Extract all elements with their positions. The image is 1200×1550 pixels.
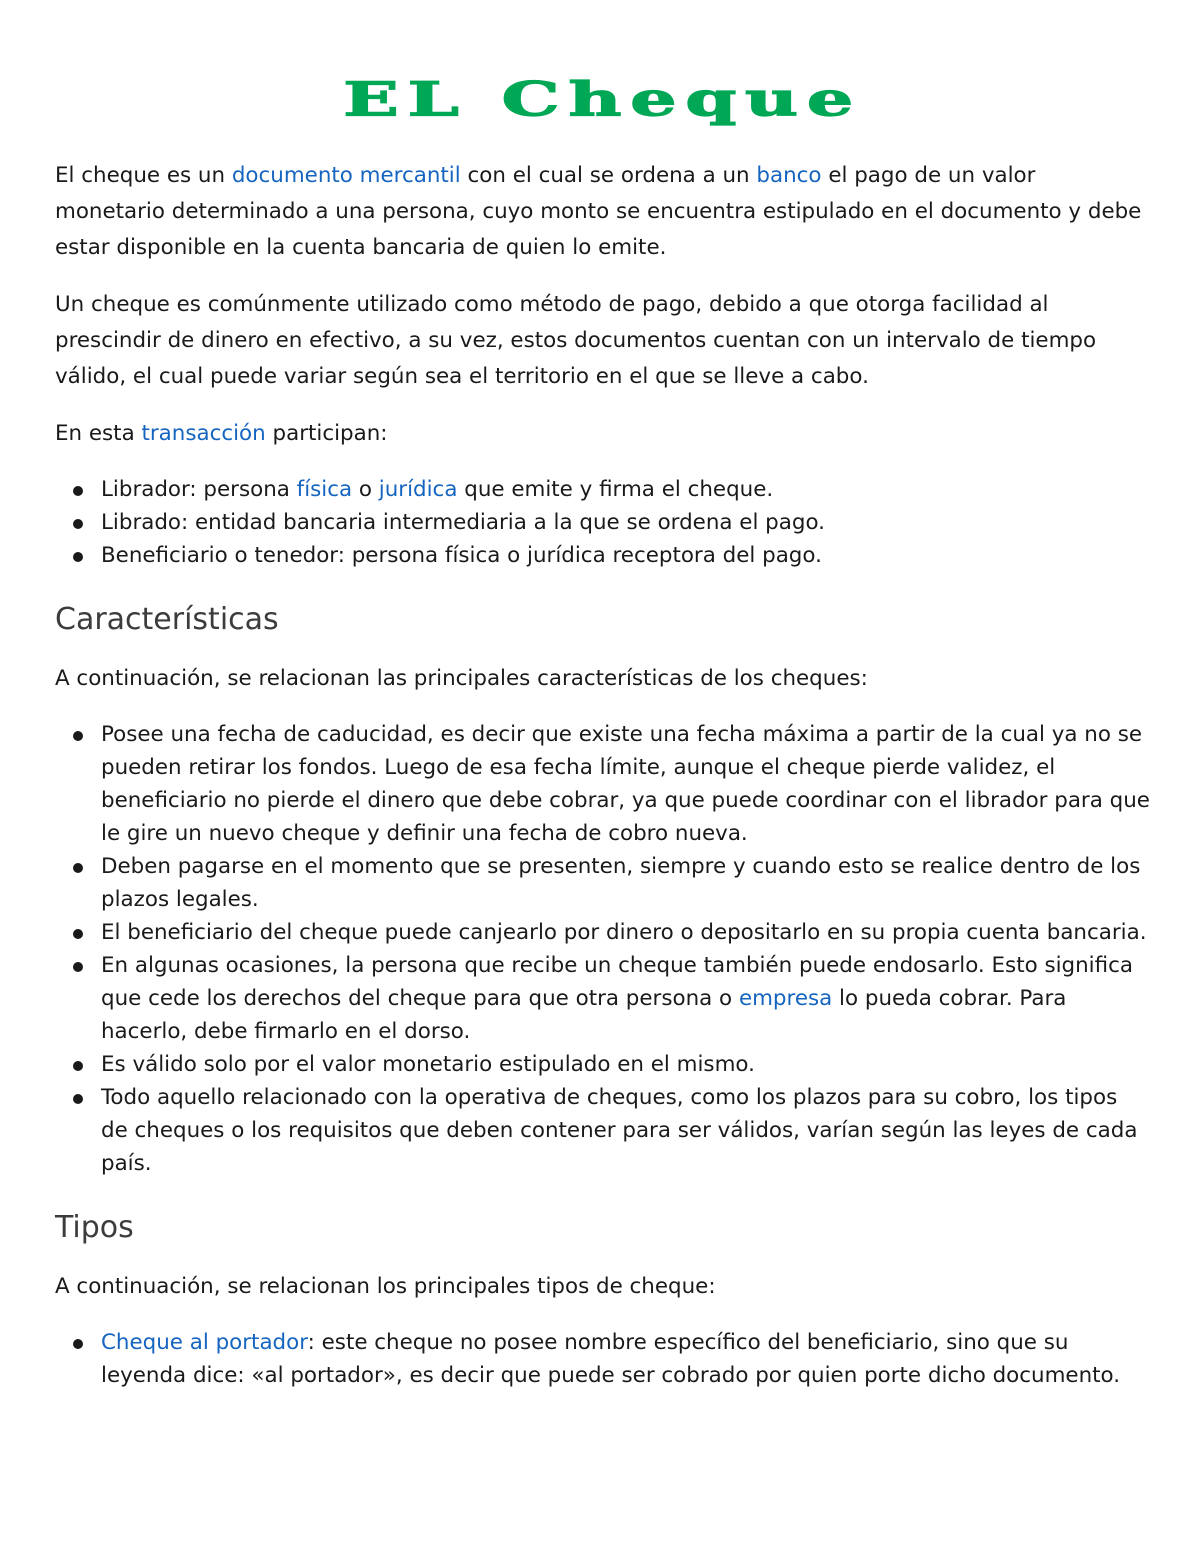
beneficiario-text: Beneficiario o tenedor: persona física o jurídica receptora del pago.: [101, 543, 822, 568]
link-fisica[interactable]: física: [296, 477, 353, 502]
characteristics-list: [55, 718, 1150, 1180]
characteristic-text: Es válido solo por el valor monetario estipulado en el mismo.: [101, 1052, 755, 1077]
endoso-text-1: En algunas ocasiones, la persona que recibe un cheque también puede endosarlo. Esto significa que cede los derechos del cheque para que otra persona o: [101, 953, 1133, 1011]
types-intro: A continuación, se relacionan los principales tipos de cheque:: [55, 1274, 716, 1299]
librador-text-2: o: [352, 477, 379, 502]
intro-paragraph: [55, 158, 1150, 266]
characteristic-text: El beneficiario del cheque puede canjearlo por dinero o depositarlo en su propia cuenta bancaria.: [101, 920, 1147, 945]
librado-text: Librado: entidad bancaria intermediaria a la que se ordena el pago.: [101, 510, 825, 535]
characteristic-text: Todo aquello relacionado con la operativa de cheques, como los plazos para su cobro, los tipos de cheques o los requisitos que deben contener para ser válidos, varían según las leyes de cada país.: [101, 1085, 1138, 1176]
portador-text: : este cheque no posee nombre específico del beneficiario, sino que su leyenda dice: «al portador», es decir que puede ser cobrado por quien porte dicho documento.: [101, 1330, 1121, 1388]
librador-text-3: que emite y firma el cheque.: [457, 477, 774, 502]
document-page: [55, 62, 1150, 1392]
bullet-icon: [73, 1061, 83, 1071]
list-item: [55, 1326, 1150, 1392]
link-juridica[interactable]: jurídica: [378, 477, 458, 502]
bullet-icon: [73, 929, 83, 939]
intro-text-2: con el cual se ordena a un: [460, 163, 757, 188]
list-item: [55, 850, 1150, 916]
list-item: [55, 718, 1150, 850]
link-empresa[interactable]: empresa: [738, 986, 833, 1011]
types-heading: Tipos: [55, 1210, 134, 1245]
usage-paragraph: Un cheque es comúnmente utilizado como método de pago, debido a que otorga facilidad al prescindir de dinero en efectivo, a su vez, estos documentos cuentan con un intervalo de tiempo válido, el cual puede variar según sea el territorio en el que se lleve a cabo.: [55, 292, 1097, 389]
list-item: [55, 539, 1150, 572]
link-cheque-al-portador[interactable]: Cheque al portador: [101, 1330, 308, 1355]
bullet-icon: [73, 731, 83, 741]
intro-text-3: el pago de un valor monetario determinado a una persona, cuyo monto se encuentra estipulado en el documento y debe estar disponible en la cuenta bancaria de quien lo emite.: [55, 163, 1142, 260]
intro-text-1: El cheque es un: [55, 163, 232, 188]
participants-intro-text-1: En esta: [55, 421, 142, 446]
document-title: EL Cheque: [343, 72, 862, 128]
link-transaccion[interactable]: transacción: [141, 421, 266, 446]
list-item: [55, 1048, 1150, 1081]
endoso-text-2: lo pueda cobrar. Para hacerlo, debe firmarlo en el dorso.: [101, 986, 1067, 1044]
participants-intro: [55, 416, 1150, 452]
bullet-icon: [73, 486, 83, 496]
bullet-icon: [73, 1339, 83, 1349]
link-banco[interactable]: banco: [756, 163, 822, 188]
bullet-icon: [73, 519, 83, 529]
bullet-icon: [73, 1094, 83, 1104]
list-item: [55, 473, 1150, 506]
characteristic-text: Posee una fecha de caducidad, es decir que existe una fecha máxima a partir de la cual ya no se pueden retirar los fondos. Luego de esa fecha límite, aunque el cheque pierde validez, el beneficiario no pierde el dinero que debe cobrar, ya que puede coordinar con el librador para que le gire un nuevo cheque y definir una fecha de cobro nueva.: [101, 722, 1150, 846]
characteristic-text: Deben pagarse en el momento que se presenten, siempre y cuando esto se realice dentro de los plazos legales.: [101, 854, 1141, 912]
participants-list: [55, 473, 1150, 572]
characteristics-heading: Características: [55, 602, 279, 637]
list-item: [55, 506, 1150, 539]
characteristics-intro: A continuación, se relacionan las principales características de los cheques:: [55, 666, 868, 691]
bullet-icon: [73, 863, 83, 873]
bullet-icon: [73, 552, 83, 562]
list-item: [55, 916, 1150, 949]
list-item: [55, 1081, 1150, 1180]
participants-intro-text-2: participan:: [265, 421, 388, 446]
bullet-icon: [73, 962, 83, 972]
list-item: [55, 949, 1150, 1048]
link-documento-mercantil[interactable]: documento mercantil: [231, 163, 461, 188]
librador-text-1: Librador: persona: [101, 477, 297, 502]
types-list: [55, 1326, 1150, 1392]
